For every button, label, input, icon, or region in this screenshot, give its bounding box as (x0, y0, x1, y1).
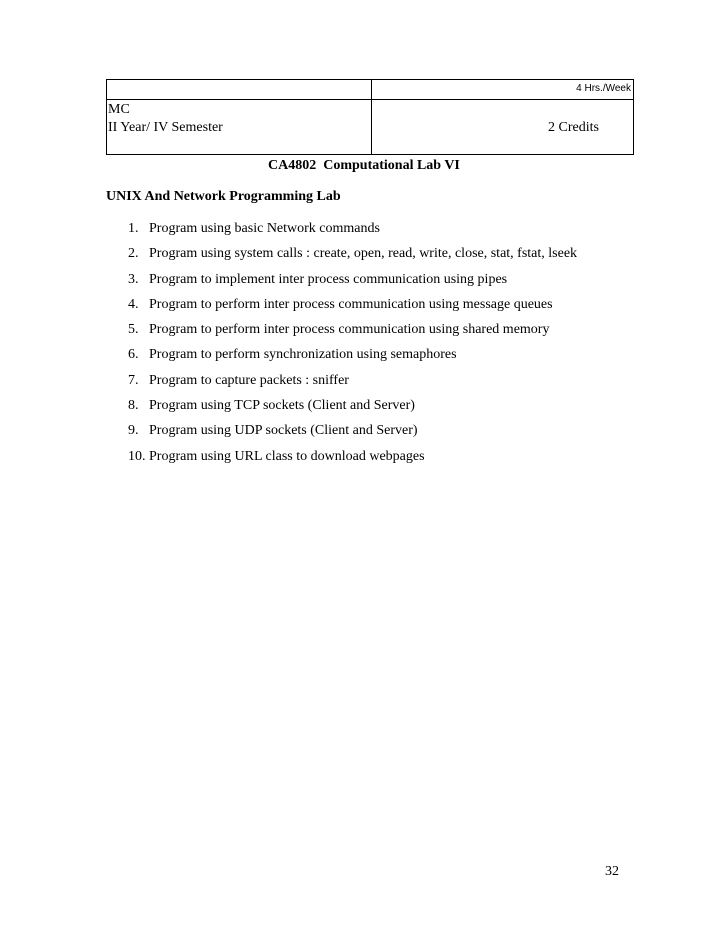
table-column-divider (371, 80, 372, 154)
table-row-divider (107, 99, 633, 100)
lab-title: UNIX And Network Programming Lab (106, 189, 341, 204)
year-semester: II Year/ IV Semester (108, 120, 223, 135)
list-item-number: 8. (128, 398, 139, 414)
list-item-number: 5. (128, 322, 139, 338)
list-item-text: Program to perform inter process communication using shared memory (149, 322, 550, 338)
list-item-text: Program using UDP sockets (Client and Server) (149, 423, 418, 439)
list-item-number: 3. (128, 271, 139, 287)
list-item-text: Program to perform synchronization using semaphores (149, 347, 457, 363)
list-item-text: Program to perform inter process communication using message queues (149, 296, 553, 312)
list-item-text: Program to capture packets : sniffer (149, 372, 349, 388)
list-item-text: Program using basic Network commands (149, 221, 380, 236)
list-item-number: 1. (128, 221, 139, 236)
list-item-number: 6. (128, 347, 139, 363)
list-item-number: 4. (128, 296, 139, 312)
course-info-table (106, 79, 634, 155)
course-title: CA4802 Computational Lab VI (268, 158, 460, 173)
page-number: 32 (605, 864, 619, 879)
program-name: MC (108, 102, 130, 117)
credits: 2 Credits (548, 120, 599, 135)
list-item-text: Program using TCP sockets (Client and Server) (149, 398, 415, 414)
list-item-text: Program using URL class to download webpages (149, 448, 425, 464)
list-item-number: 9. (128, 423, 139, 439)
hours-per-week: 4 Hrs./Week (576, 83, 631, 94)
list-item-number: 10. (128, 448, 146, 464)
list-item-text: Program using system calls : create, open, read, write, close, stat, fstat, lseek (149, 246, 578, 262)
list-item-number: 2. (128, 246, 139, 262)
list-item-text: Program to implement inter process communication using pipes (149, 271, 508, 287)
list-item-number: 7. (128, 372, 139, 388)
